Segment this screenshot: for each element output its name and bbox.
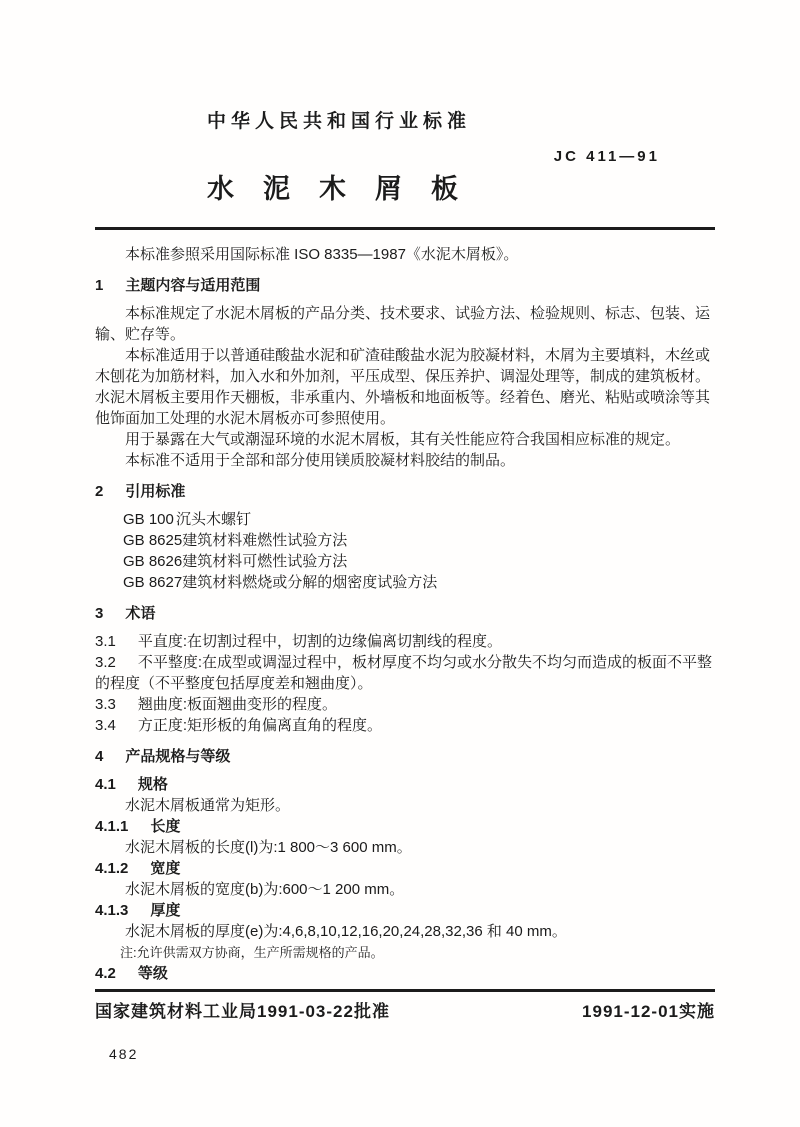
subsection-title: 宽度 <box>150 860 181 877</box>
term-number: 3.2 <box>95 654 116 671</box>
section-3-title: 术语 <box>125 605 156 622</box>
section-1-title: 主题内容与适用范围 <box>125 277 261 294</box>
reference-item <box>95 572 715 593</box>
section-2-title: 引用标准 <box>125 483 186 500</box>
page-number: 482 <box>109 1046 139 1062</box>
subsection-title: 规格 <box>137 776 168 793</box>
subsection-4-2-heading <box>95 963 715 984</box>
term-number: 3.3 <box>95 696 116 713</box>
reference-name: 建筑材料难燃性试验方法 <box>182 532 348 549</box>
section-4-title: 产品规格与等级 <box>125 748 231 765</box>
term-text: 方正度:矩形板的角偏离直角的程度。 <box>137 717 383 734</box>
subsection-4-1-3-body: 水泥木屑板的厚度(e)为:4,6,8,10,12,16,20,24,28,32,36 和 40 mm。 <box>125 923 567 940</box>
header-rule <box>95 227 715 230</box>
subsection-4-1-2-body: 水泥木屑板的宽度(b)为:600～1 200 mm。 <box>125 881 405 898</box>
section-1-paragraph: 本标准规定了水泥木屑板的产品分类、技术要求、试验方法、检验规则、标志、包装、运输、贮存等。 <box>95 305 711 343</box>
subsection-4-1-2-heading <box>95 858 715 879</box>
subsection-number: 4.1 <box>95 776 116 793</box>
implementation-text: 1991-12-01实施 <box>582 1002 715 1021</box>
section-1-heading <box>95 275 715 296</box>
reference-item <box>95 509 715 530</box>
subsection-title: 厚度 <box>150 902 181 919</box>
term-text: 翘曲度:板面翘曲变形的程度。 <box>137 696 338 713</box>
subsection-4-1-1-body: 水泥木屑板的长度(l)为:1 800～3 600 mm。 <box>125 839 412 856</box>
subsection-4-1-1-heading <box>95 816 715 837</box>
section-2-number: 2 <box>95 483 104 500</box>
section-4-heading <box>95 746 715 767</box>
term-item <box>95 652 715 694</box>
reference-code: GB 8626 <box>123 553 183 570</box>
reference-name: 建筑材料燃烧或分解的烟密度试验方法 <box>182 574 438 591</box>
subsection-number: 4.2 <box>95 965 116 982</box>
term-number: 3.1 <box>95 633 116 650</box>
intro-paragraph: 本标准参照采用国际标准 ISO 8335—1987《水泥木屑板》。 <box>125 246 519 263</box>
standard-category-title: 中华人民共和国行业标准 <box>207 111 472 132</box>
reference-name: 沉头木螺钉 <box>176 511 252 528</box>
subsection-number: 4.1.1 <box>95 818 129 835</box>
document-header <box>95 112 715 204</box>
section-1-paragraph: 用于暴露在大气或潮湿环境的水泥木屑板，其有关性能应符合我国相应标准的规定。 <box>125 431 681 448</box>
reference-code: GB 100 <box>123 511 174 528</box>
subsection-number: 4.1.2 <box>95 860 129 877</box>
subsection-4-1-body: 水泥木屑板通常为矩形。 <box>125 797 291 814</box>
term-text: 不平整度:在成型或调湿过程中，板材厚度不均匀或水分散失不均匀而造成的板面不平整的程度（不平整度包括厚度差和翘曲度）。 <box>95 654 713 692</box>
subsection-title: 等级 <box>137 965 168 982</box>
reference-code: GB 8625 <box>123 532 183 549</box>
reference-code: GB 8627 <box>123 574 183 591</box>
section-1-paragraph: 本标准不适用于全部和部分使用镁质胶凝材料胶结的制品。 <box>125 452 516 469</box>
document-title: 水泥木屑板 <box>207 174 487 204</box>
subsection-number: 4.1.3 <box>95 902 129 919</box>
specification-note: 注:允许供需双方协商，生产所需规格的产品。 <box>120 945 384 960</box>
document-footer <box>95 1001 715 1022</box>
subsection-title: 长度 <box>150 818 181 835</box>
standard-code: JC 411—91 <box>553 148 660 165</box>
term-number: 3.4 <box>95 717 116 734</box>
section-3-heading <box>95 603 715 624</box>
reference-item <box>95 551 715 572</box>
term-item <box>95 694 715 715</box>
section-2-heading <box>95 481 715 502</box>
reference-item <box>95 530 715 551</box>
term-text: 平直度:在切割过程中，切割的边缘偏离切割线的程度。 <box>137 633 503 650</box>
section-4-number: 4 <box>95 748 104 765</box>
term-item <box>95 631 715 652</box>
term-item <box>95 715 715 736</box>
subsection-4-1-heading <box>95 774 715 795</box>
reference-name: 建筑材料可燃性试验方法 <box>182 553 348 570</box>
section-1-paragraph: 本标准适用于以普通硅酸盐水泥和矿渣硅酸盐水泥为胶凝材料，木屑为主要填料，木丝或木刨花为加筋材料，加入水和外加剂，平压成型、保压养护、调湿处理等，制成的建筑板材。水泥木屑板主要用作天棚板，非承重内、外墙板和地面板等。经着色、磨光、粘贴或喷涂等其他饰面加工处理的水泥木屑板亦可参照使用。 <box>95 347 711 427</box>
footer-rule <box>95 989 715 992</box>
subsection-4-1-3-heading <box>95 900 715 921</box>
approval-text: 国家建筑材料工业局1991-03-22批准 <box>95 1002 390 1021</box>
section-3-number: 3 <box>95 605 104 622</box>
section-1-number: 1 <box>95 277 104 294</box>
